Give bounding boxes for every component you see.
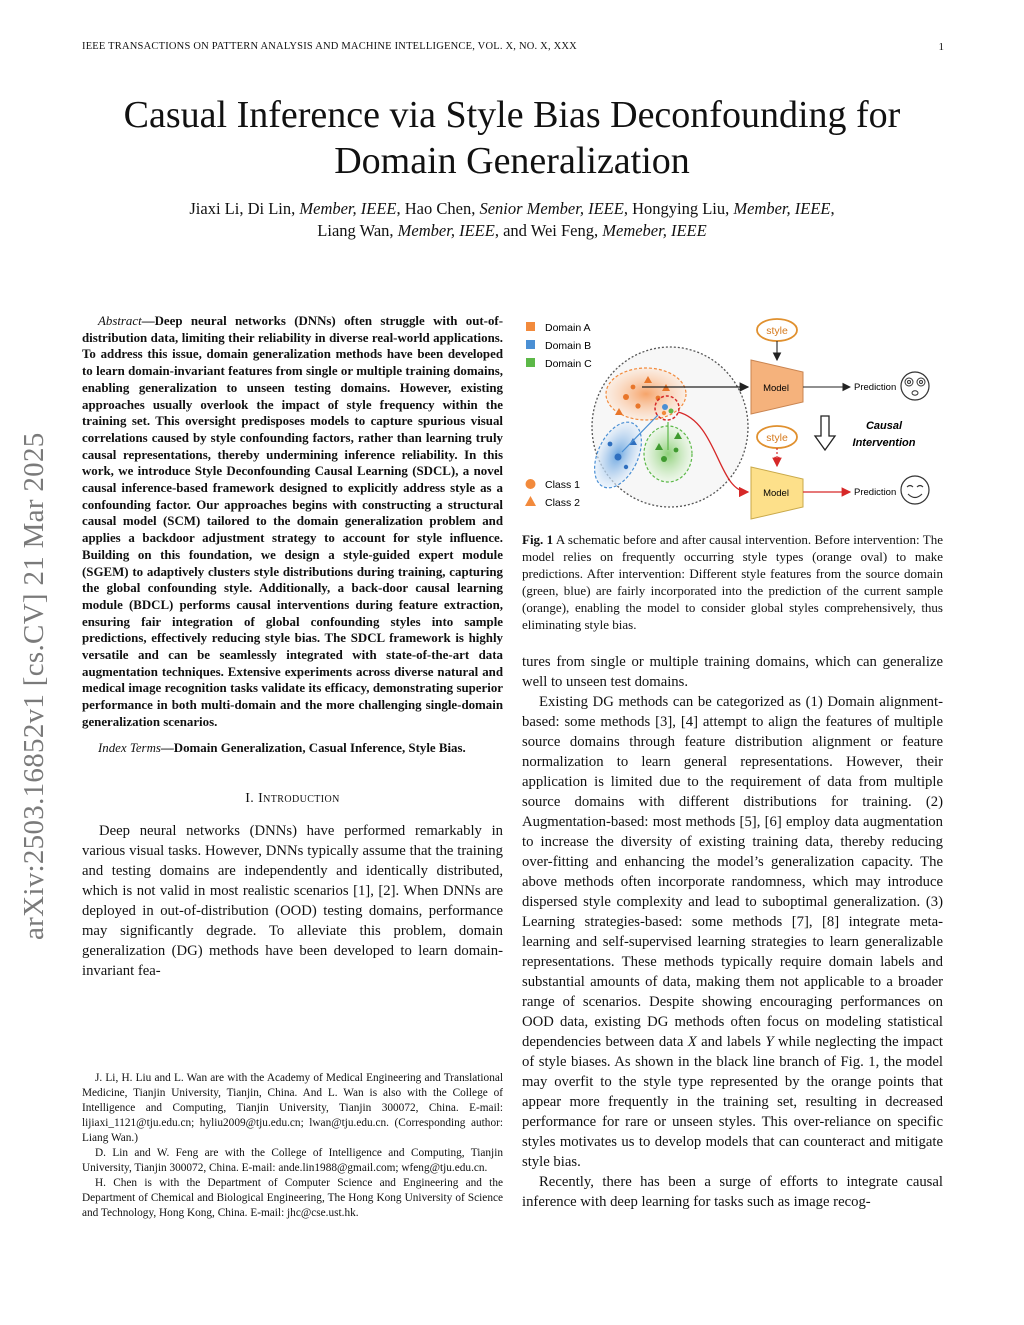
right-paragraph-2 (522, 692, 943, 1172)
paragraph-2-text: Existing DG methods can be categorized as (1) Domain alignment-based: some methods [3], [4] attempt to align the features of multiple source domains through feature distribution alignment or feature normalization to learn general representations. However, their application is limited due to the requirement of data from multiple source domains with different distributions for training. (2) Augmentation-based: most methods [5], [6] employ data augmentation to increase the diversity of existing training data, thereby reducing over-fitting and enhancing the model’s generalization capacity. The above methods often incorporate randomness, which may introduce dispersed style complexity and lead to suboptimal generalization. (3) Learning strategies-based: some methods [7], [8] integrate meta-learning and self-supervised learning strategies to learn generalizable representations. These methods typically require domain labels and substantial amounts of data, making them not applicable to a broader range of scenarios. Despite showing encouraging performances on OOD data, existing DG methods often focus on modeling statistical dependencies between data (522, 694, 943, 1050)
legend-swatch-domain-a (526, 322, 535, 331)
footnote-2: D. Lin and W. Feng are with the College of Intelligence and Computing, Tianjin University, Tianjin 300072, China. E-mail: ande.lin1988@gmail.com; wfeng@tju.edu.cn. (82, 1147, 503, 1174)
legend-class-2: Class 2 (545, 497, 581, 509)
author-names: , Hao Chen, (396, 199, 480, 218)
legend-domain-c: Domain C (545, 358, 592, 370)
figure-caption-text: A schematic before and after causal intervention. Before intervention: The model relies on frequently occurring style types (orange oval) to make predictions. After intervention: Different style features from the source domain (green, blue) are fairly incorporated into the prediction of the current sample (orange), enabling the model to consider global styles comprehensively, thus eliminating style bias. (522, 532, 943, 632)
math-var-y: Y (765, 1034, 774, 1050)
index-terms-lead: Index Terms (98, 740, 161, 755)
author-names: , and Wei Feng, (494, 221, 603, 240)
causal-label-1: Causal (865, 420, 903, 432)
legend-swatch-domain-c (526, 358, 535, 367)
footnotes (82, 1071, 503, 1221)
model-bottom-label: Model (763, 488, 789, 499)
author-names: , (830, 199, 835, 218)
author-role: Member, IEEE (397, 221, 495, 240)
title-line-2: Domain Generalization (334, 140, 690, 182)
legend-class2-triangle-icon (525, 496, 536, 506)
legend-class1-circle-icon (526, 479, 536, 489)
running-head: IEEE TRANSACTIONS ON PATTERN ANALYSIS AND MACHINE INTELLIGENCE, VOL. X, NO. X, XXX (82, 41, 577, 52)
right-paragraph-3: Recently, there has been a surge of efforts to integrate causal inference with deep learning for tasks such as image recog- (522, 1174, 943, 1210)
legend-swatch-domain-b (526, 340, 535, 349)
blocked-x-icon: × (773, 454, 781, 466)
style-label-top: style (766, 325, 788, 337)
author-line-1 (60, 198, 964, 220)
intro-paragraph: Deep neural networks (DNNs) have performed remarkably in various visual tasks. However, DNNs typically assume that the training and testing domains are independently and identically distributed, which is not valid in most realistic scenarios [1], [2]. When DNNs are deployed in out-of-distribution (OOD) testing domains, performance may significantly degrade. To alleviate this problem, domain generalization (DG) methods have been developed to learn domain-invariant fea- (82, 823, 503, 980)
author-line-2 (60, 220, 964, 242)
figure-1-schematic (518, 312, 948, 524)
right-paragraph-1: tures from single or multiple training domains, which can generalize well to unseen test domains. (522, 654, 943, 690)
right-column (522, 652, 943, 1212)
section-title: Introduction (258, 791, 340, 807)
author-role: Memeber, IEEE (602, 221, 707, 240)
style-label-bottom: style (766, 432, 788, 444)
figure-1-caption (522, 531, 943, 633)
section-number: I. (245, 791, 255, 807)
abstract-lead: Abstract (98, 314, 142, 328)
math-var-x: X (687, 1034, 697, 1050)
title-line-1: Casual Inference via Style Bias Deconfounding for (123, 94, 901, 136)
prediction-top-label: Prediction (854, 382, 897, 393)
author-names: , Hongying Liu, (623, 199, 734, 218)
footnote-1: J. Li, H. Liu and L. Wan are with the Academy of Medical Engineering and Translational Medicine, Tianjin University, Tianjin, China. And L. Wan is also with the College of Intelligence and Computing, Tianjin University, Tianjin 300072, China. E-mail: lijiaxi_1121@tju.edu.cn; hyliu2009@tju.edu.cn; lwan@tju.edu.cn. (Corresponding author: Liang Wan.) (82, 1072, 503, 1144)
author-role: Member, IEEE (299, 199, 397, 218)
model-top-label: Model (763, 383, 789, 394)
legend-domain-a: Domain A (545, 322, 591, 334)
arxiv-stamp: arXiv:2503.16852v1 [cs.CV] 21 Mar 2025 (18, 432, 50, 940)
abstract-text: —Deep neural networks (DNNs) often struggle with out-of-distribution data, limiting their reliability in diverse real-world applications. To address this issue, domain generalization methods have been developed to learn domain-invariant features from single or multiple training domains, enabling generalization to unseen testing domains. However, existing approaches usually overlook the impact of style frequency within the training set. This oversight predisposes models to capture spurious visual correlations caused by style confounding factors, rather than learning truly causal representations, thereby undermining inference reliability. In this work, we introduce Style Deconfounding Causal Learning (SDCL), a novel causal inference-based framework designed to explicitly address style as a confounding factor. Our approaches begins with constructing a structural causal model (SCM) tailored to the domain generalization problem and applies a backdoor adjustment strategy to account for style influence. Building on this foundation, we design a style-guided expert module (SGEM) to adaptively clusters style distributions during training, capturing the global confounding style. Additionally, a back-door causal learning module (BDCL) performs causal interventions during feature extraction, ensuring fair integration of global confounding styles into sample predictions, effectively reducing style bias. The SDCL framework is highly versatile and can be seamlessly integrated with state-of-the-art data augmentation techniques. Extensive experiments across diverse natural and medical image recognition tasks validate its efficacy, demonstrating superior performance in both multi-domain and the more challenging single-domain generalization scenarios. (82, 314, 503, 729)
prediction-bottom-label: Prediction (854, 487, 897, 498)
section-heading (82, 791, 503, 807)
index-terms-text: —Domain Generalization, Casual Inference, Style Bias. (160, 740, 466, 755)
causal-label-2: Intervention (852, 437, 916, 449)
author-list (60, 198, 964, 242)
page-number: 1 (938, 41, 944, 53)
paragraph-2-mid: and labels (696, 1034, 766, 1050)
index-terms (82, 740, 503, 757)
figure-label: Fig. 1 (522, 532, 554, 547)
paper-title (40, 92, 984, 184)
footnote-3: H. Chen is with the Department of Computer Science and Engineering and the Department of Chemical and Biological Engineering, The Hong Kong University of Science and Technology, Hong Kong, China. E-mail: jhc@cse.ust.hk. (82, 1177, 503, 1219)
paragraph-2-end: while neglecting the impact of style biases. As shown in the black line branch of Fig. 1, the model may overfit to the style type represented by the orange points that appear more frequently in the training set, resulting in decreased performance for rare or unseen styles. This over-reliance on specific styles motivates us to develop models that can counteract and mitigate style bias. (522, 1034, 943, 1170)
happy-face-icon (901, 476, 929, 504)
legend-domain-b: Domain B (545, 340, 592, 352)
legend-class-1: Class 1 (545, 479, 581, 491)
left-column (82, 313, 503, 981)
confused-face-icon (901, 372, 929, 400)
down-arrow-icon (815, 416, 835, 450)
author-role: Member, IEEE (733, 199, 831, 218)
abstract (82, 313, 503, 731)
author-names: Liang Wan, (317, 221, 398, 240)
author-role: Senior Member, IEEE (479, 199, 624, 218)
author-names: Jiaxi Li, Di Lin, (189, 199, 300, 218)
